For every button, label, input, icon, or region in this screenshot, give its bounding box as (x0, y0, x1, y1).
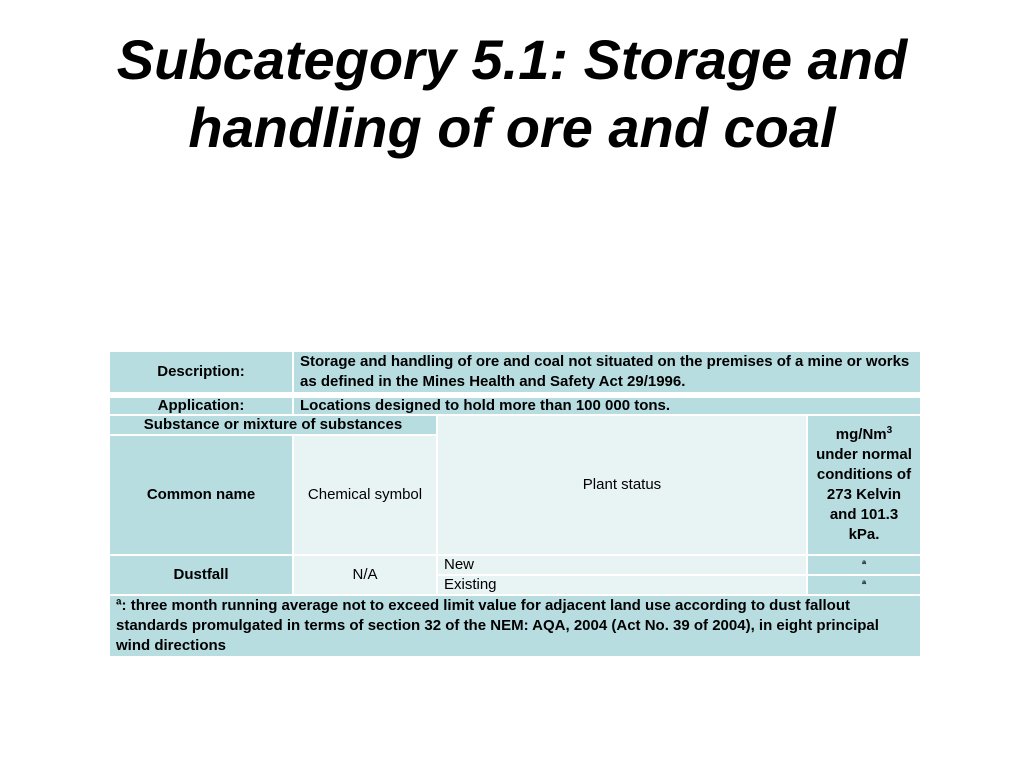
units-header (807, 415, 921, 555)
emission-standards-table (108, 350, 922, 658)
chemical-symbol-cell: N/A (293, 555, 437, 595)
common-name-cell: Dustfall (109, 555, 293, 595)
slide-title (40, 26, 984, 162)
common-name-header: Common name (109, 435, 293, 555)
value-new: ª (807, 555, 921, 575)
description-value: Storage and handling of ore and coal not situated on the premises of a mine or works as defined in the Mines Health and Safety Act 29/1996. (293, 351, 921, 393)
plant-status-new: New (437, 555, 807, 575)
data-row-new (109, 555, 921, 575)
chemical-symbol-header: Chemical symbol (293, 435, 437, 555)
header-row-1 (109, 415, 921, 435)
units-header-rest: under normal conditions of 273 Kelvin and 101.3 kPa. (816, 446, 912, 543)
plant-status-header: Plant status (437, 415, 807, 555)
application-row (109, 397, 921, 415)
substance-header: Substance or mixture of substances (109, 415, 437, 435)
slide-title-line2: handling of ore and coal (188, 96, 836, 159)
plant-status-existing: Existing (437, 575, 807, 595)
application-value: Locations designed to hold more than 100 000 tons. (293, 397, 921, 415)
value-existing: ª (807, 575, 921, 595)
footnote-row (109, 595, 921, 657)
footnote: ª: three month running average not to exceed limit value for adjacent land use according to dust fallout standards promulgated in terms of section 32 of the NEM: AQA, 2004 (Act No. 39 of 2004), in eight principal wind directions (109, 595, 921, 657)
description-row (109, 351, 921, 393)
units-header-main: mg/Nm (835, 426, 887, 443)
units-header-superscript: 3 (886, 425, 893, 436)
description-label: Description: (109, 351, 293, 393)
slide-title-line1: Subcategory 5.1: Storage and (116, 28, 908, 91)
application-label: Application: (109, 397, 293, 415)
